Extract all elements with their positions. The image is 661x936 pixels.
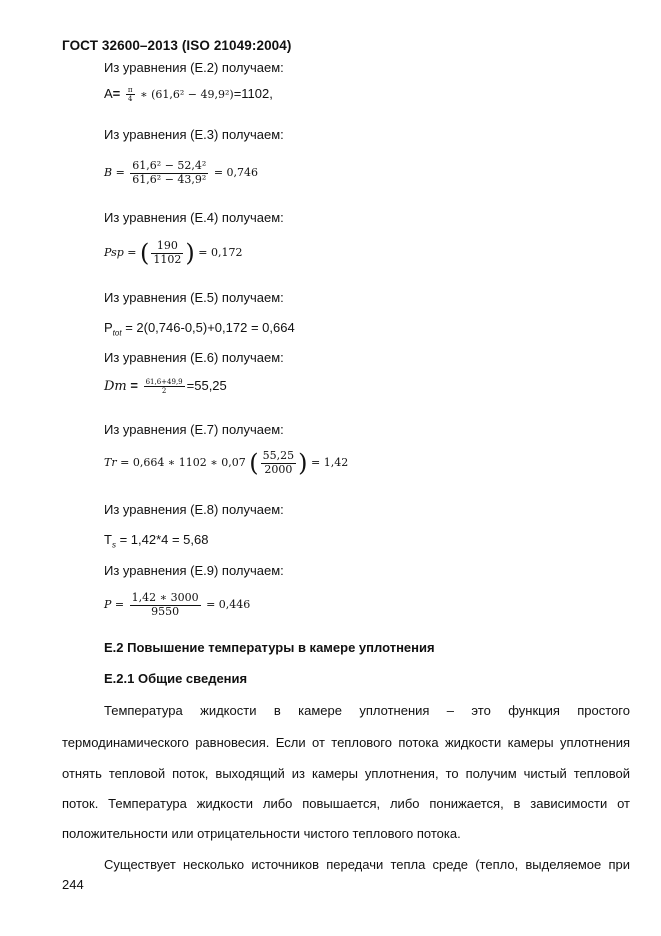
intro-e3: Из уравнения (Е.3) получаем: xyxy=(104,127,284,142)
paragraph-line: отнять тепловой поток, выходящий из камеры уплотнения, то получим чистый тепловой xyxy=(62,766,630,781)
eq-a-result: =1102, xyxy=(233,86,273,101)
eq-a-lhs: A xyxy=(104,86,113,101)
eq-p-fraction: $\frac{1,42 ∗ 3000}{9550}$ xyxy=(131,591,199,618)
eq-tr-result: = 1,42 xyxy=(311,456,349,470)
eq-tr-fraction: $\frac{55,25}{2000}$ xyxy=(262,449,295,476)
equation-dm: Dm = $\frac{61,6+49,9}{2}$ =55,25 xyxy=(104,378,227,396)
eq-b-result: = 0,746 xyxy=(213,166,259,180)
eq-p-result: = 0,446 xyxy=(206,598,251,612)
intro-e6: Из уравнения (Е.6) получаем: xyxy=(104,350,284,365)
eq-psp-lhs: Psp xyxy=(104,246,124,260)
equation-a: A= $\frac{\pi}{4}$ ∗ (61,6² − 49,9²)=1102, xyxy=(104,86,273,104)
page-number: 244 xyxy=(62,877,84,892)
eq-dm-lhs: Dm xyxy=(104,379,127,394)
paragraph-line: Существует несколько источников передачи тепла среде (тепло, выделяемое при xyxy=(104,857,630,872)
eq-a-pi-fraction: $\frac{\pi}{4}$ xyxy=(127,86,133,104)
paragraph-line: положительности или отрицательности чистого теплового потока. xyxy=(62,826,461,841)
eq-dm-fraction: $\frac{61,6+49,9}{2}$ xyxy=(145,378,183,396)
section-heading: Е.2 Повышение температуры в камере уплотнения xyxy=(104,640,435,655)
eq-tr-body: = 0,664 ∗ 1102 ∗ 0,07 xyxy=(120,456,246,470)
intro-e9: Из уравнения (Е.9) получаем: xyxy=(104,563,284,578)
paragraph-line: Температура жидкости в камере уплотнения – это функция простого xyxy=(104,703,630,718)
paragraph-line: термодинамического равновесия. Если от теплового потока жидкости камеры уплотнения xyxy=(62,735,630,750)
intro-e4: Из уравнения (Е.4) получаем: xyxy=(104,210,284,225)
eq-psp-equals: = xyxy=(127,246,137,260)
eq-b-lhs: B = xyxy=(104,166,125,180)
eq-tr-lhs: Tr xyxy=(104,456,117,470)
equation-p xyxy=(104,592,250,618)
eq-b-fraction: $\frac{\text{61,6² − 52,4²}}{\text{61,6² − 43,9²}}$ xyxy=(132,159,207,186)
equation-ts: $T_s = 1,42*4 = 5,68$ xyxy=(104,532,209,550)
eq-p-lhs: P = xyxy=(104,598,125,612)
paragraph-line: поток. Температура жидкости либо повышается, либо понижается, в зависимости от xyxy=(62,796,630,811)
eq-dm-result: =55,25 xyxy=(186,378,227,393)
equation-b xyxy=(104,160,258,186)
intro-e7: Из уравнения (Е.7) получаем: xyxy=(104,422,284,437)
equation-psp: Psp = ( $\frac{190}{1102}$ ) = 0,172 xyxy=(104,239,243,268)
intro-e5: Из уравнения (Е.5) получаем: xyxy=(104,290,284,305)
intro-e8: Из уравнения (Е.8) получаем: xyxy=(104,502,284,517)
equation-tr: Tr = 0,664 ∗ 1102 ∗ 0,07 ( $\frac{55,25}{2000}$ ) = 1,42 xyxy=(104,449,349,478)
eq-psp-result: = 0,172 xyxy=(198,246,243,260)
equation-ptot: $P_{tot} = 2(0,746-0,5)+0,172 = 0,664$ xyxy=(104,320,295,338)
eq-a-body: ∗ (61,6² − 49,9²) xyxy=(140,88,234,101)
subsection-heading: Е.2.1 Общие сведения xyxy=(104,671,248,686)
eq-psp-fraction: $\frac{190}{1102}$ xyxy=(153,239,182,266)
page-header: ГОСТ 32600–2013 (ISO 21049:2004) xyxy=(62,38,292,53)
intro-e2: Из уравнения (Е.2) получаем: xyxy=(104,60,284,75)
